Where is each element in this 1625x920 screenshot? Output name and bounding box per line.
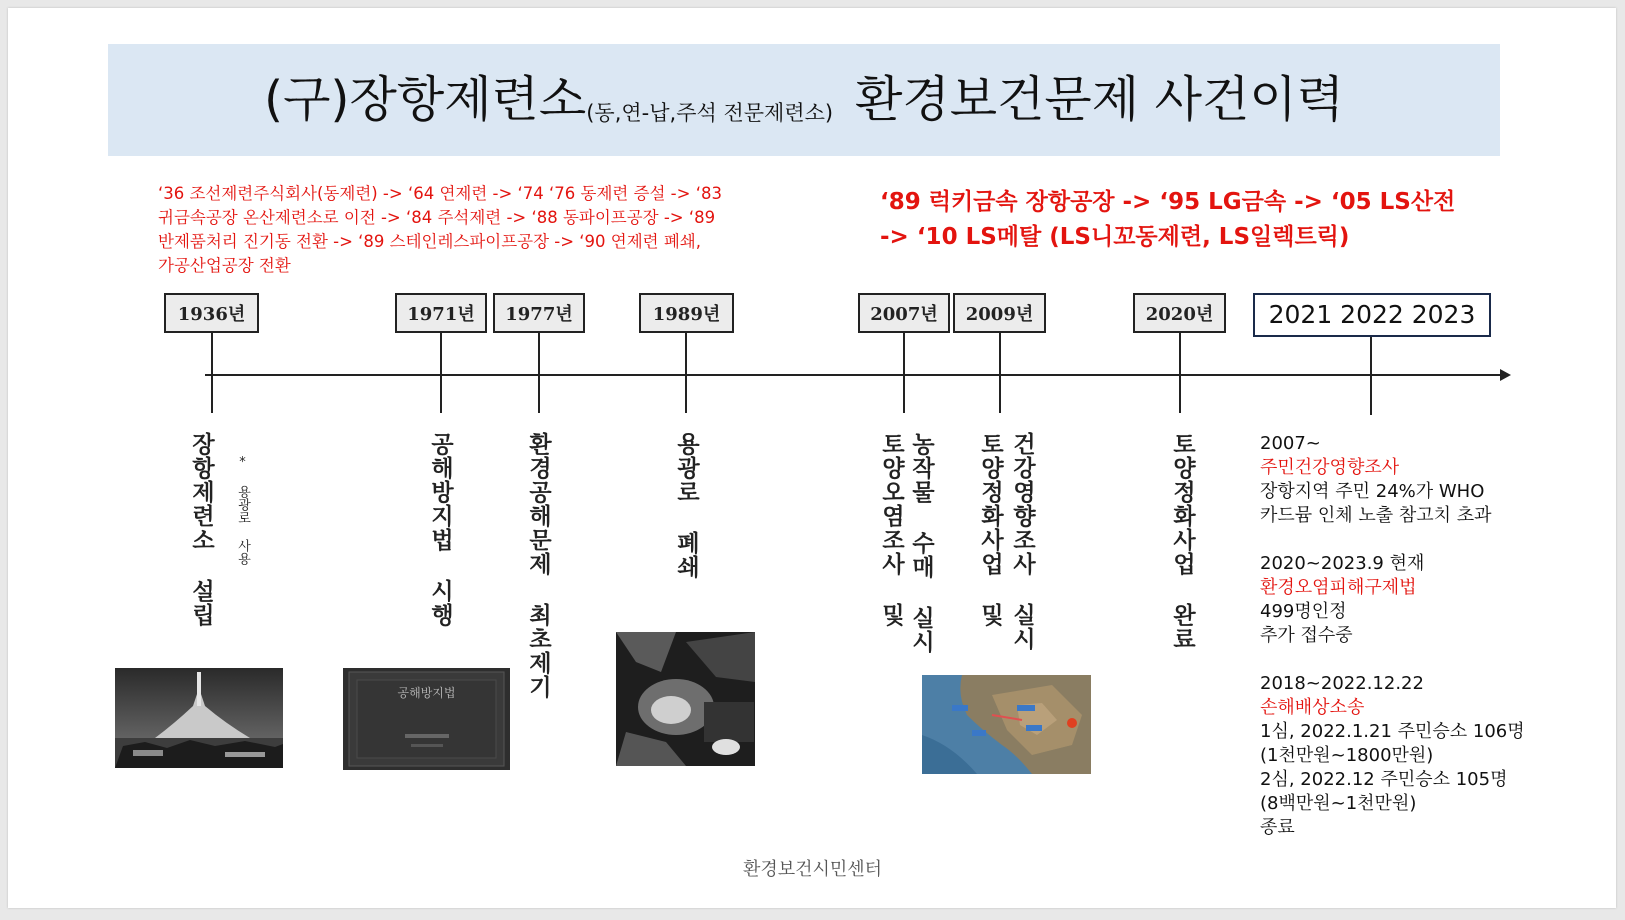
event-2020: 토양정화사업 완료 (1169, 432, 1195, 651)
recent-events-notes (1260, 432, 1525, 840)
history-line: 가공산업공장 전환 (158, 256, 291, 275)
note-line: 1심, 2022.1.21 주민승소 106명 (1260, 721, 1525, 742)
title-sub: (동,연-납,주석 전문제련소) (586, 101, 834, 125)
year-1977: 1977년 (493, 293, 585, 333)
tick-1971 (440, 333, 442, 413)
note-title: 손해배상소송 (1260, 697, 1365, 718)
law-book-photo (343, 668, 510, 770)
slide-title (108, 72, 1500, 141)
timeline-axis (205, 374, 1502, 376)
tick-2020 (1179, 333, 1181, 413)
tick-1936 (211, 333, 213, 413)
title-bar (108, 44, 1500, 156)
note-lawsuit (1260, 672, 1525, 840)
company-history-right (880, 185, 1455, 255)
year-2009: 2009년 (953, 293, 1046, 333)
event-1936: 장항제련소 설립 (188, 432, 214, 627)
event-1936-note: * 용광로 사용 (235, 455, 250, 565)
year-1936: 1936년 (164, 293, 259, 333)
note-line: 종료 (1260, 817, 1295, 838)
event-2007-soil: 토양오염조사 및 (878, 432, 904, 627)
year-2020: 2020년 (1133, 293, 1226, 333)
event-1989: 용광로 폐쇄 (673, 432, 699, 579)
note-line: (1천만원~1800만원) (1260, 745, 1434, 766)
law-book-title: 공해방지법 (397, 686, 456, 700)
note-line: 2심, 2022.12 주민승소 105명 (1260, 769, 1508, 790)
note-line: (8백만원~1천만원) (1260, 793, 1417, 814)
note-health-survey (1260, 432, 1525, 528)
tick-1977 (538, 333, 540, 413)
note-line: 카드뮴 인체 노출 참고치 초과 (1260, 505, 1492, 526)
event-2009-remediation: 토양정화사업 및 (977, 432, 1003, 627)
year-range: 2021 2022 2023 (1253, 293, 1491, 337)
note-period: 2018~2022.12.22 (1260, 673, 1424, 694)
note-title: 환경오염피해구제법 (1260, 577, 1417, 598)
history-line: ‘89 럭키금속 장항공장 -> ‘95 LG금속 -> ‘05 LS산전 (880, 189, 1456, 215)
history-line: -> ‘10 LS메탈 (LS니꼬동제련, LS일렉트릭) (880, 224, 1350, 250)
furnace-photo (616, 632, 755, 766)
note-line: 499명인정 (1260, 601, 1347, 622)
event-1977: 환경공해문제 최초제기 (525, 432, 551, 699)
title-main: 환경보건문제 사건이력 (855, 71, 1345, 128)
note-line: 장항지역 주민 24%가 WHO (1260, 481, 1485, 502)
note-period: 2020~2023.9 현재 (1260, 553, 1425, 574)
smelter-photo (115, 668, 283, 768)
event-2007-crops: 농작물 수매 실시 (908, 432, 934, 654)
area-map-photo (922, 675, 1091, 774)
year-2007: 2007년 (858, 293, 950, 333)
footer-organization: 환경보건시민센터 (742, 859, 883, 880)
history-line: 귀금속공장 온산제련소로 이전 -> ‘84 주석제련 -> ‘88 동파이프공장 -> ‘89 (158, 208, 716, 227)
history-line: 반제품처리 진기동 전환 -> ‘89 스테인레스파이프공장 -> ‘90 연제련 폐쇄, (158, 232, 701, 251)
year-1971: 1971년 (395, 293, 487, 333)
note-relief-act (1260, 552, 1525, 648)
title-prefix: (구)장항제련소 (263, 71, 587, 128)
event-2009-health: 건강영향조사 실시 (1009, 432, 1035, 651)
tick-2021-2023 (1370, 337, 1372, 415)
tick-1989 (685, 333, 687, 413)
note-period: 2007~ (1260, 433, 1321, 454)
year-1989: 1989년 (639, 293, 734, 333)
tick-2009 (999, 333, 1001, 413)
company-history-left (158, 182, 722, 278)
note-line: 추가 접수중 (1260, 625, 1353, 646)
history-line: ‘36 조선제련주식회사(동제련) -> ‘64 연제련 -> ‘74 ‘76 동제련 증설 -> ‘83 (158, 184, 722, 203)
tick-2007 (903, 333, 905, 413)
note-title: 주민건강영향조사 (1260, 457, 1400, 478)
timeline-arrow-icon (1500, 369, 1511, 381)
event-1971: 공해방지법 시행 (427, 432, 453, 627)
